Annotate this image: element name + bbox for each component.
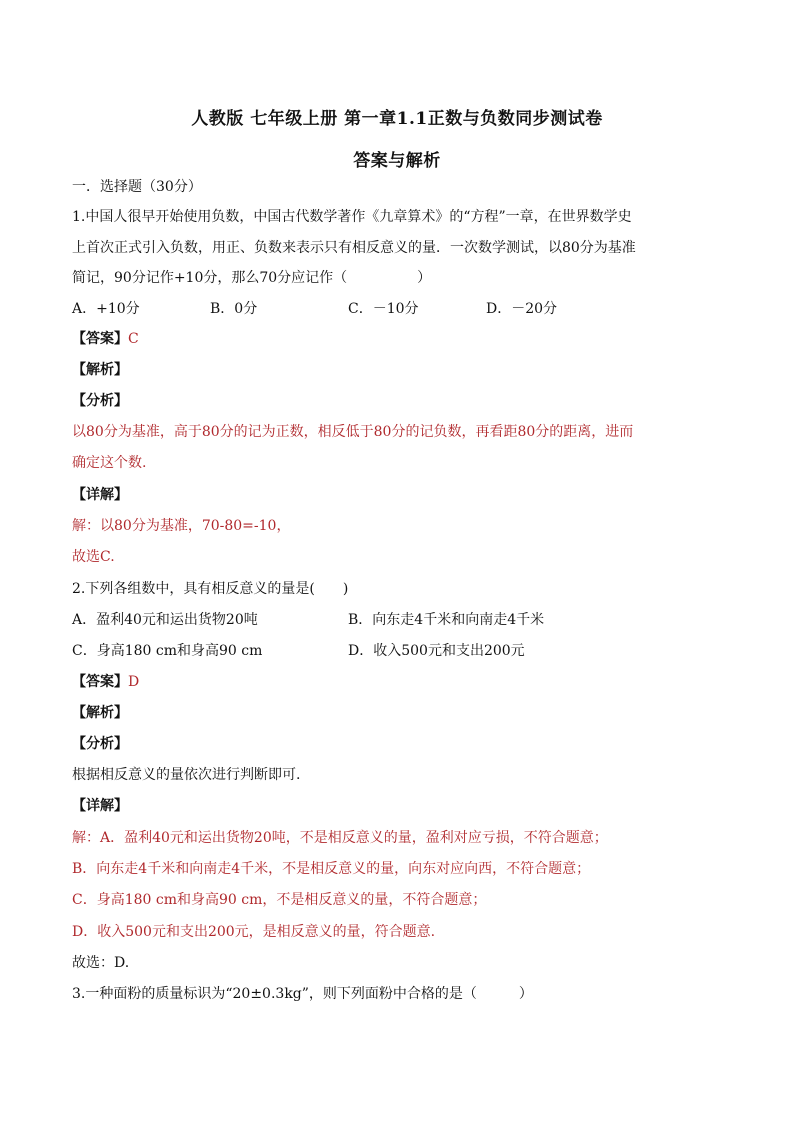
document-subtitle: 答案与解析: [353, 151, 441, 171]
q1-stem-line-3: 简记，90分记作+10分，那么70分应记作（ ）: [72, 270, 432, 286]
q2-fenxi-tag: 【分析】: [72, 736, 128, 752]
q1-stem-line-2: 上首次正式引入负数，用正、负数来表示只有相反意义的量．一次数学测试，以80分为基准: [72, 240, 636, 256]
q1-option-b: B．0分: [210, 301, 258, 317]
q2-answer: [72, 672, 139, 692]
q2-option-a: A．盈利40元和运出货物20吨: [72, 612, 258, 628]
document-title: 人教版 七年级上册 第一章1.1正数与负数同步测试卷: [191, 109, 603, 129]
q2-detail-line-1: 解：A．盈利40元和运出货物20吨，不是相反意义的量，盈利对应亏损，不符合题意；: [72, 830, 608, 846]
q2-detail-tag: 【详解】: [72, 798, 128, 814]
q2-stem: 2.下列各组数中，具有相反意义的量是( ): [72, 581, 349, 597]
section-heading: 一．选择题（30分）: [72, 179, 202, 195]
q1-fenxi-line-2: 确定这个数.: [72, 455, 147, 471]
q3-stem: 3.一种面粉的质量标识为“20±0.3kg”，则下列面粉中合格的是（ ）: [72, 986, 533, 1002]
q1-detail-line-1: 解：以80分为基准，70-80=-10，: [72, 518, 291, 534]
q1-detail-line-2: 故选C.: [72, 549, 115, 565]
q2-option-d: D．收入500元和支出200元: [348, 643, 525, 659]
q2-detail-line-5: 故选：D.: [72, 955, 130, 971]
q1-analysis-tag: 【解析】: [72, 362, 128, 378]
q2-analysis-tag: 【解析】: [72, 705, 128, 721]
answer-value: C: [128, 331, 139, 347]
answer-value: D: [128, 674, 140, 690]
q2-detail-line-2: B．向东走4千米和向南走4千米，不是相反意义的量，向东对应向西，不符合题意；: [72, 861, 591, 877]
q1-fenxi-tag: 【分析】: [72, 393, 128, 409]
q1-stem-line-1: 1.中国人很早开始使用负数，中国古代数学著作《九章算术》的“方程”一章，在世界数学史: [72, 209, 632, 225]
q2-detail-line-3: C．身高180 cm和身高90 cm，不是相反意义的量，不符合题意；: [72, 892, 487, 908]
q2-option-b: B．向东走4千米和向南走4千米: [348, 612, 545, 628]
q2-fenxi-line-1: 根据相反意义的量依次进行判断即可.: [72, 767, 301, 783]
answer-tag: 【答案】: [72, 674, 128, 690]
answer-tag: 【答案】: [72, 331, 128, 347]
q2-option-c: C．身高180 cm和身高90 cm: [72, 643, 263, 659]
q1-option-c: C．－10分: [348, 301, 419, 317]
q1-answer: [72, 329, 139, 349]
q1-detail-tag: 【详解】: [72, 487, 128, 503]
q2-detail-line-4: D．收入500元和支出200元，是相反意义的量，符合题意.: [72, 924, 436, 940]
q1-option-a: A．+10分: [72, 301, 140, 317]
q1-option-d: D．－20分: [486, 301, 558, 317]
q1-fenxi-line-1: 以80分为基准，高于80分的记为正数，相反低于80分的记负数，再看距80分的距离，进而: [72, 424, 634, 440]
